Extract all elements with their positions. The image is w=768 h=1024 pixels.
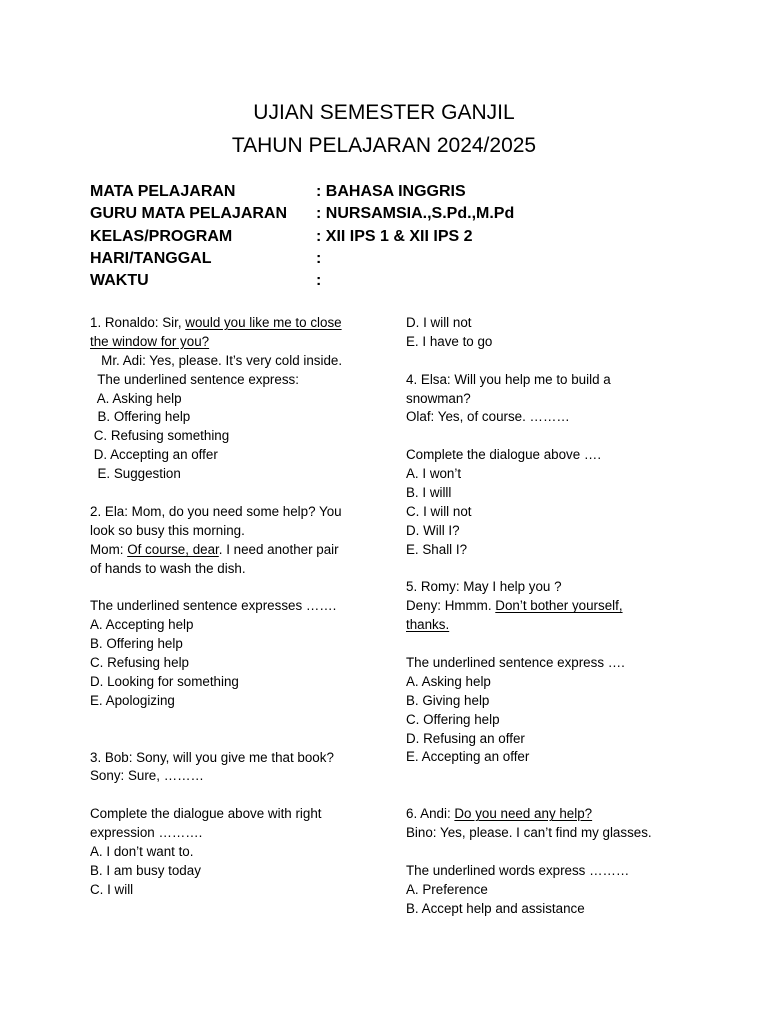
question-5-line: Deny: Hmmm. Don’t bother yourself, [406,598,623,614]
question-3-prompt: Complete the dialogue above with right [90,806,322,822]
question-1-line: 1. Ronaldo: Sir, would you like me to close [90,315,342,330]
option: E. Accepting an offer [406,749,530,765]
question-3-line: 3. Bob: Sony, will you give me that book? [90,749,334,765]
option: A. Asking help [90,390,182,406]
option: A. Accepting help [90,617,194,633]
question-4-line: snowman? [406,390,471,406]
option: E. Apologizing [90,692,175,708]
question-2-line: of hands to wash the dish. [90,560,246,576]
option: C. I will [90,881,134,897]
question-2-line: look so busy this morning. [90,522,245,538]
question-1-prompt: The underlined sentence express: [90,371,299,387]
info-value: : NURSAMSIA.,S.Pd.,M.Pd [316,205,515,223]
option: D. Accepting an offer [90,447,218,463]
academic-year-title: TAHUN PELAJARAN 2024/2025 [231,134,537,157]
info-label: KELAS/PROGRAM [90,227,233,245]
option: C. Refusing help [90,655,189,671]
question-6-line: 6. Andi: Do you need any help? [406,806,593,822]
info-value: : XII IPS 1 & XII IPS 2 [316,227,473,245]
question-3-prompt: expression ………. [90,825,203,841]
option: B. Giving help [406,692,490,708]
question-2-line: 2. Ela: Mom, do you need some help? You [90,503,342,519]
question-4-line: Olaf: Yes, of course. ……… [406,409,570,425]
question-1-line [90,333,342,352]
option: A. Asking help [406,673,491,689]
option: B. I am busy today [90,862,201,878]
question-5-prompt: The underlined sentence express …. [406,655,625,671]
option: D. Looking for something [90,673,239,689]
option: B. I willl [406,485,452,501]
question-4-prompt: Complete the dialogue above …. [406,447,602,463]
option: B. Accept help and assistance [406,900,585,916]
option: B. Offering help [90,409,191,425]
underlined-text: the window for you? [90,333,210,349]
question-2-prompt: The underlined sentence expresses ……. [90,598,337,614]
option: D. Will I? [406,522,460,538]
info-label: HARI/TANGGAL [90,249,212,267]
underlined-text: thanks. [406,617,450,633]
option: D. Refusing an offer [406,730,525,746]
question-2-line: Mom: Of course, dear. I need another pair [90,541,339,557]
option: A. I won’t [406,466,462,482]
question-4-line: 4. Elsa: Will you help me to build a [406,371,611,387]
underlined-text: Of course, dear [127,541,219,557]
option: C. Offering help [406,711,500,727]
option: E. Suggestion [90,466,181,482]
option: C. Refusing something [90,428,230,444]
option: B. Offering help [90,636,183,652]
info-value: : [316,272,322,290]
question-5-line: 5. Romy: May I help you ? [406,579,562,595]
underlined-text: Do you need any help? [454,806,593,822]
option: A. Preference [406,881,488,897]
option: E. I have to go [406,333,493,349]
option: E. Shall I? [406,541,468,557]
left-column [90,314,342,900]
option: C. I will not [406,503,472,519]
question-6-prompt: The underlined words express ……… [406,862,630,878]
info-label: MATA PELAJARAN [90,183,236,200]
right-column [406,314,652,919]
question-3-line: Sony: Sure, ……… [90,768,204,784]
info-value: : BAHASA INGGRIS [316,183,466,200]
underlined-text: would you like me to close [185,315,342,330]
info-value: : [316,249,322,267]
info-label: WAKTU [90,272,149,290]
question-5-line [406,616,652,635]
info-label: GURU MATA PELAJARAN [90,205,288,223]
question-6-line: Bino: Yes, please. I can’t find my glasses. [406,825,652,841]
option: A. I don’t want to. [90,843,194,859]
exam-title: UJIAN SEMESTER GANJIL [253,101,515,124]
underlined-text: Don’t bother yourself, [495,598,623,614]
option: D. I will not [406,315,472,330]
question-1-line: Mr. Adi: Yes, please. It’s very cold inside. [90,352,343,368]
